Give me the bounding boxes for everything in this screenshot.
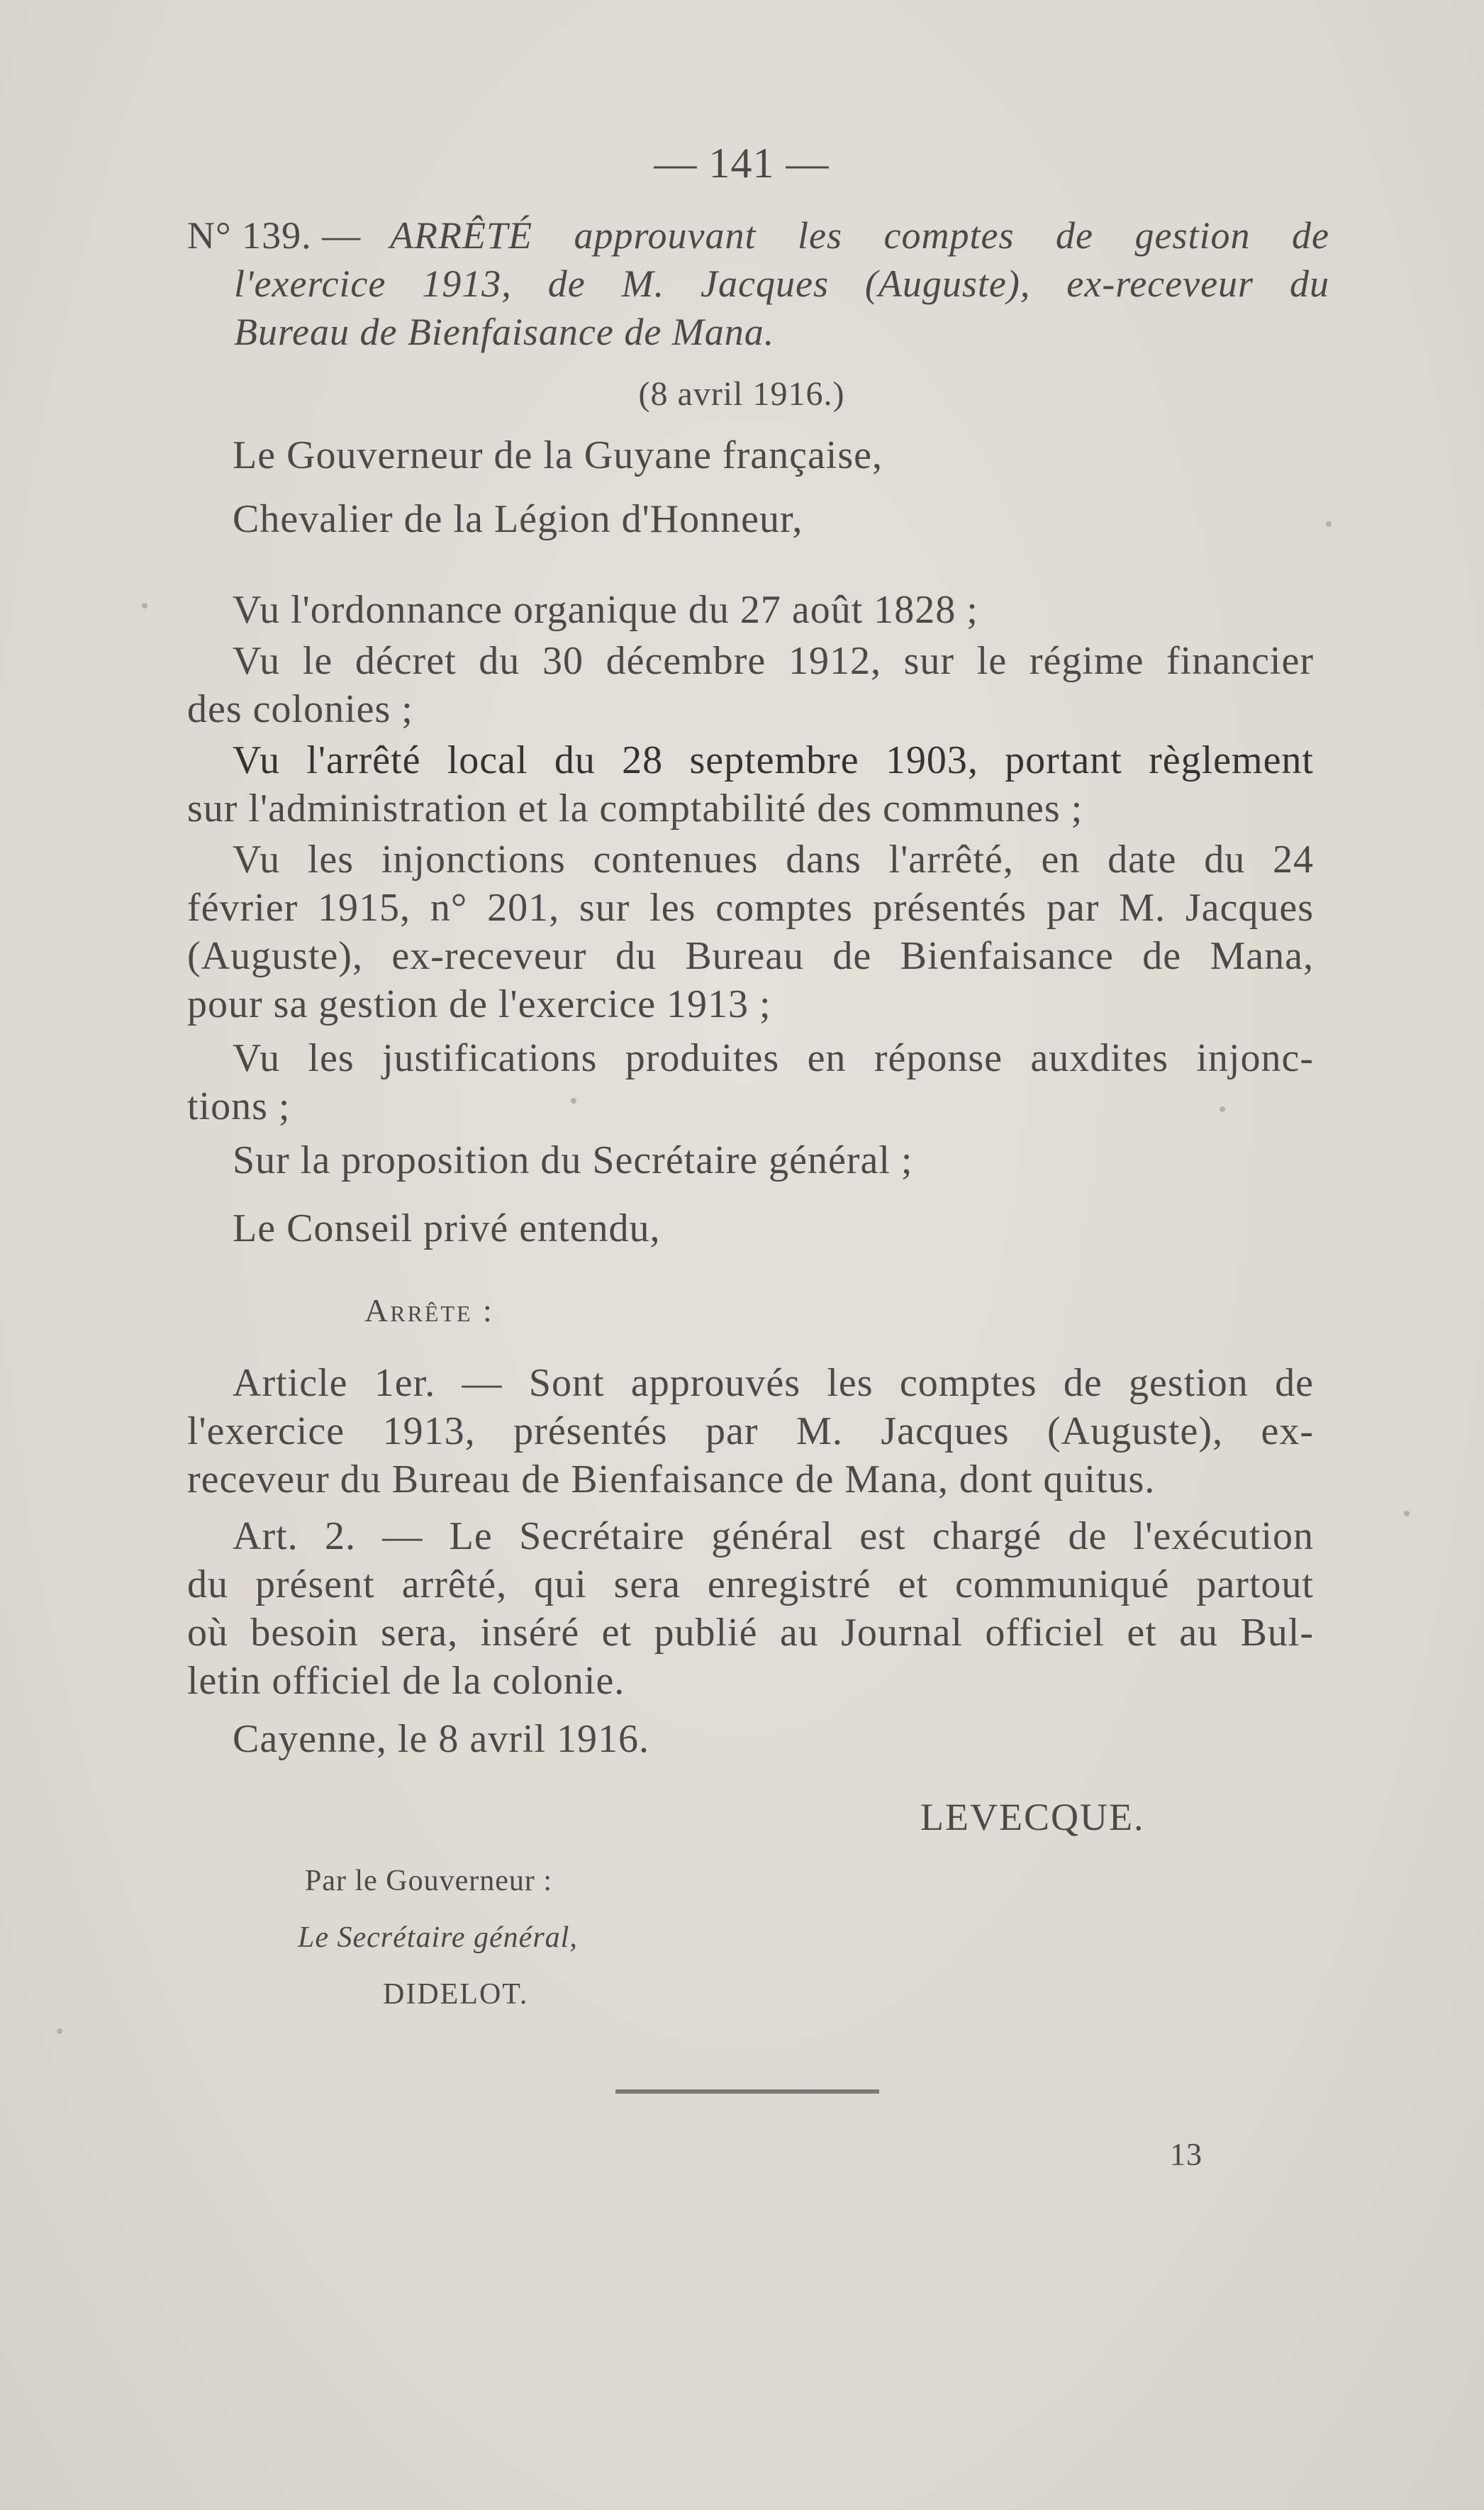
consideration-line: Vu les justifications produites en réponse auxdites injonc- — [233, 1036, 1314, 1080]
sheet-number: 13 — [1170, 2137, 1203, 2172]
article-line: où besoin sera, inséré et publié au Journal officiel et au Bul- — [187, 1611, 1314, 1655]
consideration-line: Sur la proposition du Secrétaire général ; — [233, 1138, 913, 1182]
divider-rule — [615, 2089, 879, 2094]
authority-governor: Le Gouverneur de la Guyane française, — [233, 433, 883, 477]
title-number: N° 139. — — [187, 214, 362, 257]
consideration-line: février 1915, n° 201, sur les comptes présentés par M. Jacques — [187, 886, 1314, 930]
title-line-2: l'exercice 1913, de M. Jacques (Auguste), ex-receveur du — [234, 262, 1329, 305]
signature: LEVECQUE. — [920, 1796, 1145, 1838]
title-line-1: ARRÊTÉ approuvant les comptes de gestion de — [390, 214, 1329, 257]
arrete-heading: Arrête : — [364, 1292, 494, 1328]
paper-speck — [1326, 521, 1332, 527]
consideration-line: Vu l'arrêté local du 28 septembre 1903, portant règlement — [233, 738, 1314, 782]
place-date: Cayenne, le 8 avril 1916. — [233, 1717, 649, 1761]
decree-date: (8 avril 1916.) — [638, 375, 845, 413]
article-line: du présent arrêté, qui sera enregistré et communiqué partout — [187, 1562, 1314, 1606]
consideration-line: tions ; — [187, 1084, 291, 1128]
countersign-by: Par le Gouverneur : — [305, 1865, 553, 1897]
consideration-line: Le Conseil privé entendu, — [233, 1206, 661, 1250]
paper-speck — [1404, 1511, 1410, 1516]
consideration-line: Vu le décret du 30 décembre 1912, sur le régime financier — [233, 639, 1314, 683]
consideration-line: sur l'administration et la comptabilité des communes ; — [187, 787, 1083, 831]
authority-chevalier: Chevalier de la Légion d'Honneur, — [233, 497, 803, 541]
paper-speck — [57, 2028, 62, 2034]
consideration-line: pour sa gestion de l'exercice 1913 ; — [187, 982, 771, 1026]
article-line: Article 1er. — Sont approuvés les comptes de gestion de — [233, 1361, 1314, 1405]
consideration-line: Vu l'ordonnance organique du 27 août 1828 ; — [233, 588, 978, 632]
consideration-line: (Auguste), ex-receveur du Bureau de Bienfaisance de Mana, — [187, 934, 1314, 978]
page-number: — 141 — — [654, 140, 830, 187]
consideration-line: Vu les injonctions contenues dans l'arrêté, en date du 24 — [233, 838, 1314, 882]
paper-speck — [142, 603, 147, 609]
article-line: receveur du Bureau de Bienfaisance de Mana, dont quitus. — [187, 1457, 1156, 1501]
paper-speck — [1220, 1106, 1225, 1112]
article-line: Art. 2. — Le Secrétaire général est chargé de l'exécution — [233, 1514, 1314, 1558]
consideration-line: des colonies ; — [187, 687, 413, 731]
countersign-title: Le Secrétaire général, — [298, 1921, 578, 1954]
countersign-name: DIDELOT. — [383, 1978, 529, 2011]
paper-speck — [571, 1098, 576, 1104]
article-line: letin officiel de la colonie. — [187, 1659, 625, 1703]
title-line-3: Bureau de Bienfaisance de Mana. — [234, 311, 775, 353]
article-line: l'exercice 1913, présentés par M. Jacques (Auguste), ex- — [187, 1409, 1314, 1453]
